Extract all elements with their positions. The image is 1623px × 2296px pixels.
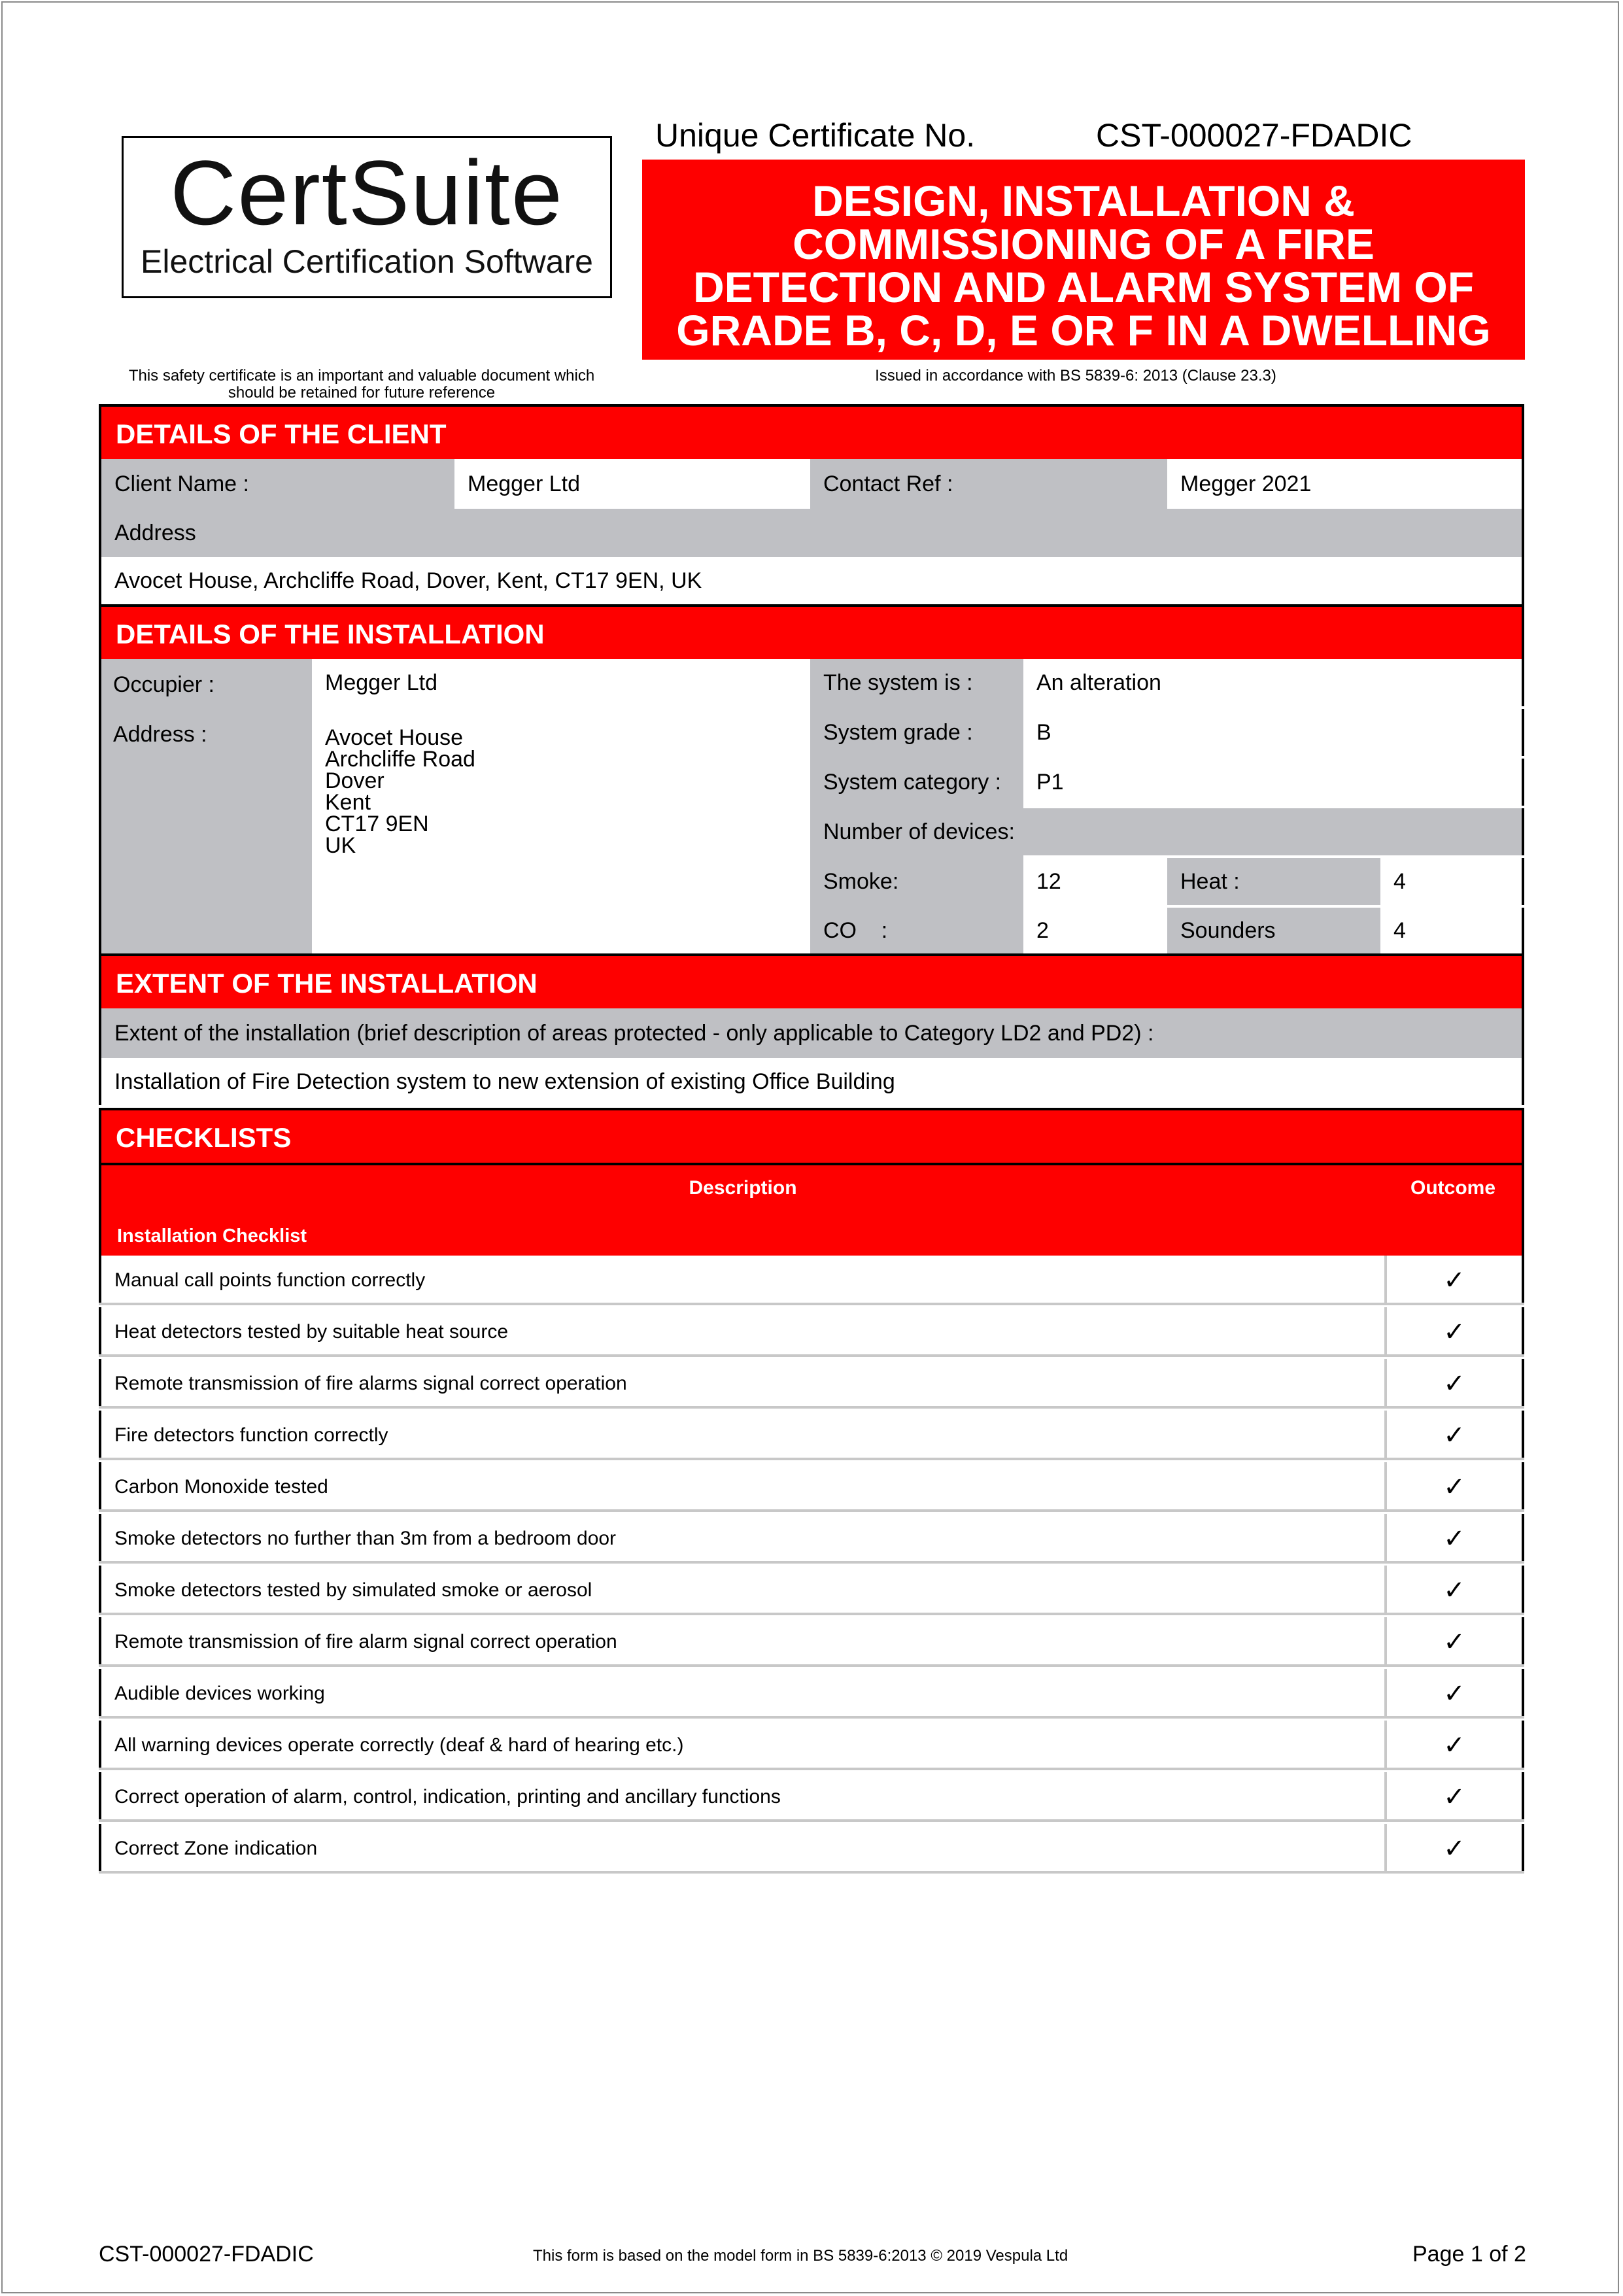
issued-note: Issued in accordance with BS 5839-6: 2013 (Clause 23.3) (875, 367, 1276, 385)
checklist-row (99, 1462, 1524, 1512)
address-line: Dover (325, 768, 384, 793)
checklist-item-outcome: ✓ (1384, 1824, 1524, 1874)
installation-address-value (312, 709, 810, 953)
installation-section-header: DETAILS OF THE INSTALLATION (99, 604, 1524, 659)
checklist-item-outcome: ✓ (1384, 1256, 1524, 1305)
title-line: COMMISSIONING OF A FIRE (793, 220, 1375, 268)
checklist-row (99, 1824, 1524, 1874)
logo-main-text: CertSuite (170, 141, 564, 244)
footer-model-form-note: This form is based on the model form in BS 5839-6:2013 © 2019 Vespula Ltd (533, 2247, 1068, 2265)
checklist-item-description: Audible devices working (99, 1669, 1382, 1719)
title-line: GRADE B, C, D, E OR F IN A DWELLING (676, 306, 1491, 354)
row-divider (99, 1768, 1524, 1770)
row-divider (99, 1613, 1524, 1615)
row-divider (99, 1716, 1524, 1719)
contact-ref-value: Megger 2021 (1167, 459, 1524, 509)
checklist-item-description: Manual call points function correctly (99, 1256, 1382, 1305)
outcome-column-header: Outcome (1410, 1177, 1496, 1199)
checklist-item-outcome: ✓ (1384, 1566, 1524, 1615)
title-line: DETECTION AND ALARM SYSTEM OF (692, 263, 1475, 311)
client-name-label: Client Name : (99, 459, 454, 509)
checklist-item-outcome: ✓ (1384, 1307, 1524, 1357)
client-address-value: Avocet House, Archcliffe Road, Dover, Kent, CT17 9EN, UK (99, 557, 1524, 604)
checklist-item-description: Remote transmission of fire alarm signal correct operation (99, 1617, 1382, 1667)
certificate-number: CST-000027-FDADIC (1096, 117, 1412, 154)
checklist-item-outcome: ✓ (1384, 1669, 1524, 1719)
checklist-row (99, 1617, 1524, 1667)
retain-note-line: This safety certificate is an important and valuable document which (128, 367, 595, 385)
checklist-row (99, 1256, 1524, 1305)
logo-sub-text: Electrical Certification Software (141, 243, 593, 280)
retain-note-line: should be retained for future reference (228, 384, 496, 402)
checklist-row (99, 1721, 1524, 1770)
row-divider (99, 1303, 1524, 1305)
checklist-item-description: Remote transmission of fire alarms signal correct operation (99, 1359, 1382, 1409)
checklist-item-description: Smoke detectors no further than 3m from a bedroom door (99, 1514, 1382, 1564)
row-divider (99, 1664, 1524, 1667)
row-divider (99, 1458, 1524, 1460)
checklist-row (99, 1411, 1524, 1460)
checklist-row (99, 1772, 1524, 1822)
system-grade-value: B (1023, 709, 1524, 756)
smoke-label: Smoke: (823, 868, 899, 894)
checklist-row (99, 1307, 1524, 1357)
certificate-title (642, 160, 1525, 360)
certificate-number-label: Unique Certificate No. (655, 117, 976, 154)
checklist-item-outcome: ✓ (1384, 1721, 1524, 1770)
extent-label: Extent of the installation (brief description of areas protected - only applicable to Category LD2 and PD2) : (99, 1008, 1524, 1058)
title-line: DESIGN, INSTALLATION & (812, 177, 1355, 225)
address-line: Avocet House (325, 725, 464, 750)
system-grade-label: System grade : (823, 719, 973, 745)
row-divider (99, 1509, 1524, 1512)
installation-left-labels (99, 659, 312, 953)
address-line: Kent (325, 790, 371, 815)
checklist-item-outcome: ✓ (1384, 1411, 1524, 1460)
co-value: 2 (1023, 908, 1167, 953)
address-line: UK (325, 833, 356, 858)
system-category-value: P1 (1023, 759, 1524, 806)
occupier-label: Occupier : (113, 672, 214, 697)
sounders-label: Sounders (1167, 908, 1380, 953)
installation-address-label: Address : (113, 722, 207, 747)
client-section-header: DETAILS OF THE CLIENT (99, 404, 1524, 459)
checklist-item-description: Heat detectors tested by suitable heat source (99, 1307, 1382, 1357)
checklist-row (99, 1359, 1524, 1409)
checklist-row (99, 1514, 1524, 1564)
extent-value: Installation of Fire Detection system to new extension of existing Office Building (99, 1058, 1524, 1105)
number-of-devices-label: Number of devices: (810, 808, 1524, 855)
address-line: CT17 9EN (325, 812, 429, 836)
smoke-value: 12 (1023, 858, 1167, 905)
system-is-value: An alteration (1023, 659, 1524, 706)
checklist-table-header (99, 1163, 1524, 1256)
occupier-value: Megger Ltd (312, 659, 810, 706)
checklist-item-description: Carbon Monoxide tested (99, 1462, 1382, 1512)
checklist-item-description: Smoke detectors tested by simulated smoke or aerosol (99, 1566, 1382, 1615)
description-column-header: Description (689, 1177, 797, 1199)
checklists-section-header: CHECKLISTS (99, 1108, 1524, 1163)
client-address-label: Address (99, 509, 1524, 557)
checklist-item-description: Fire detectors function correctly (99, 1411, 1382, 1460)
checklist-item-description: All warning devices operate correctly (deaf & hard of hearing etc.) (99, 1721, 1382, 1770)
address-line: Archcliffe Road (325, 747, 475, 772)
footer-certificate-number: CST-000027-FDADIC (99, 2242, 314, 2267)
extent-section-header: EXTENT OF THE INSTALLATION (99, 953, 1524, 1008)
checklist-item-outcome: ✓ (1384, 1462, 1524, 1512)
row-divider (99, 1561, 1524, 1564)
system-is-label: The system is : (823, 670, 973, 695)
row-divider (99, 1819, 1524, 1822)
co-label: CO : (823, 917, 888, 943)
installation-checklist-group: Installation Checklist (117, 1225, 307, 1246)
checklist-row (99, 1669, 1524, 1719)
system-category-label: System category : (823, 769, 1002, 795)
checklist-item-outcome: ✓ (1384, 1617, 1524, 1667)
row-divider (99, 1354, 1524, 1357)
checklist-item-description: Correct Zone indication (99, 1824, 1382, 1874)
checklist-item-description: Correct operation of alarm, control, indication, printing and ancillary functions (99, 1772, 1382, 1822)
client-name-value: Megger Ltd (454, 459, 810, 509)
checklist-item-outcome: ✓ (1384, 1514, 1524, 1564)
checklist-item-outcome: ✓ (1384, 1772, 1524, 1822)
sounders-value: 4 (1380, 908, 1524, 953)
row-divider (99, 1871, 1524, 1874)
retain-note (115, 368, 608, 402)
footer-page-number: Page 1 of 2 (1412, 2242, 1526, 2267)
certsuite-logo (122, 136, 612, 298)
checklist-row (99, 1566, 1524, 1615)
heat-value: 4 (1380, 858, 1524, 905)
contact-ref-label: Contact Ref : (810, 459, 1167, 509)
checklist-item-outcome: ✓ (1384, 1359, 1524, 1409)
row-divider (99, 1406, 1524, 1409)
heat-label: Heat : (1167, 858, 1380, 905)
